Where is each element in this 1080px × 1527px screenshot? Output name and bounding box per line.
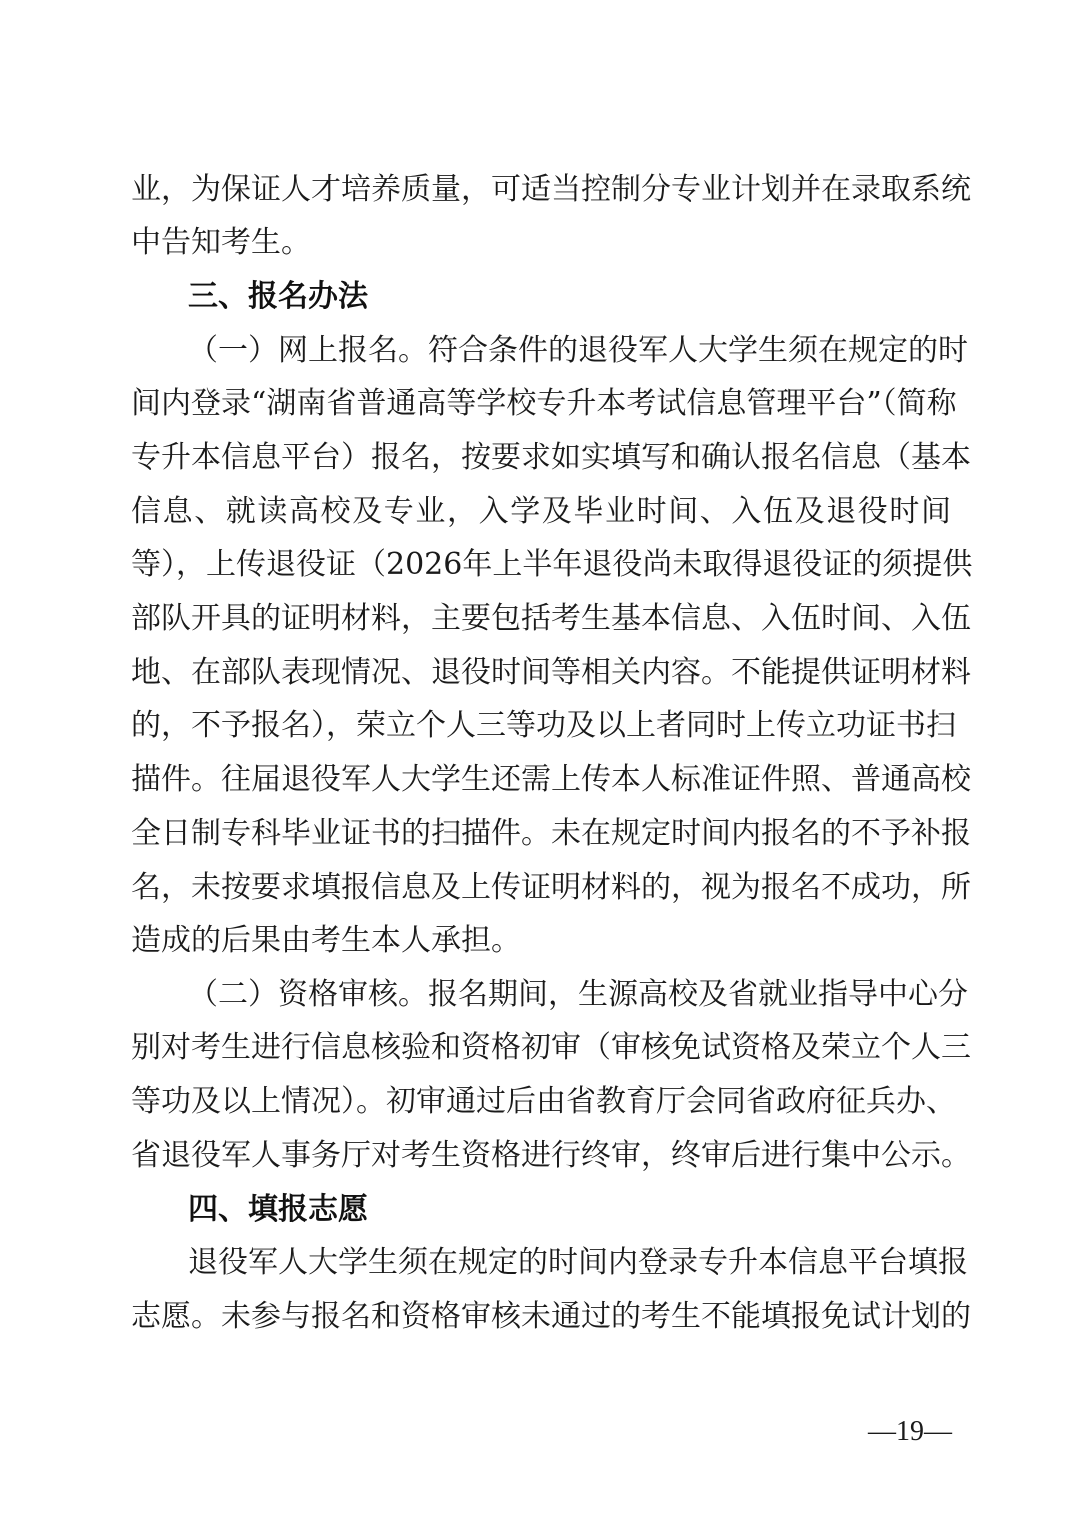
body-line: 业，为保证人才培养质量，可适当控制分专业计划并在录取系统: [131, 172, 971, 207]
body-line: 等功及以上情况）。初审通过后由省教育厅会同省政府征兵办、: [131, 1084, 956, 1119]
body-line: （二）资格审核。报名期间，生源高校及省就业指导中心分: [188, 977, 968, 1012]
body-line: 退役军人大学生须在规定的时间内登录专升本信息平台填报: [188, 1245, 968, 1280]
body-line: 省退役军人事务厅对考生资格进行终审，终审后进行集中公示。: [131, 1138, 971, 1173]
body-line: 别对考生进行信息核验和资格初审（审核免试资格及荣立个人三: [131, 1030, 971, 1065]
body-line: 部队开具的证明材料，主要包括考生基本信息、入伍时间、入伍: [131, 601, 971, 636]
body-line: 名，未按要求填报信息及上传证明材料的，视为报名不成功，所: [131, 870, 971, 905]
body-line: 等），上传退役证（2026年上半年退役尚未取得退役证的须提供: [131, 547, 973, 582]
body-line: 全日制专科毕业证书的扫描件。未在规定时间内报名的不予补报: [131, 816, 971, 851]
body-line: 中告知考生。: [131, 225, 311, 260]
page-number: —19—: [868, 1416, 952, 1447]
body-line: 志愿。未参与报名和资格审核未通过的考生不能填报免试计划的: [131, 1299, 971, 1334]
body-line: （一）网上报名。符合条件的退役军人大学生须在规定的时: [188, 333, 968, 368]
section-heading-preferences: 四、填报志愿: [188, 1192, 368, 1227]
section-heading-registration: 三、报名办法: [188, 279, 368, 314]
body-line: 地、在部队表现情况、退役时间等相关内容。不能提供证明材料: [131, 655, 971, 690]
body-line: 的，不予报名），荣立个人三等功及以上者同时上传立功证书扫: [131, 708, 956, 743]
body-line: 信息、就读高校及专业，入学及毕业时间、入伍及退役时间: [131, 494, 951, 529]
body-line: 造成的后果由考生本人承担。: [131, 923, 521, 958]
body-line: 描件。往届退役军人大学生还需上传本人标准证件照、普通高校: [131, 762, 971, 797]
body-line: 专升本信息平台）报名，按要求如实填写和确认报名信息（基本: [131, 440, 971, 475]
body-line: 间内登录“湖南省普通高等学校专升本考试信息管理平台”（简称: [131, 386, 957, 421]
